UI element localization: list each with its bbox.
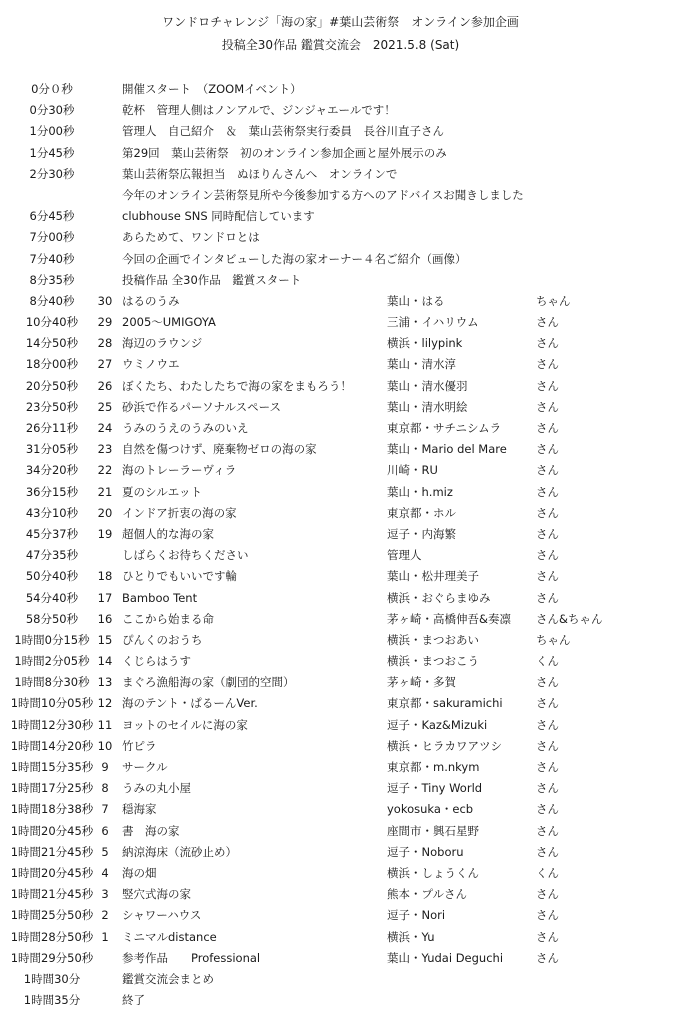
honorific-cell: さん [536, 336, 559, 351]
honorific-cell: さん [536, 421, 559, 435]
honorific-cell: さん [536, 378, 559, 393]
work-title: シャワーハウス [122, 908, 202, 923]
author-cell: 葉山・清水明絵 [387, 399, 468, 414]
work-title: 海の畑 [122, 865, 157, 880]
schedule-row [0, 333, 681, 354]
time-cell: 1時間20分45秒 [10, 823, 94, 838]
honorific-cell: さん [536, 675, 559, 690]
schedule-row [0, 545, 681, 566]
honorific-cell: さん [536, 738, 559, 753]
author-cell: 東京都・サチニシムラ [387, 421, 502, 435]
schedule-row [0, 693, 681, 714]
honorific-cell: さん [536, 442, 559, 457]
schedule-row [0, 143, 681, 164]
schedule-row [0, 121, 681, 142]
author-cell: 逗子・Kaz&Mizuki [387, 717, 488, 732]
work-title: しばらくお待ちください [122, 548, 249, 563]
honorific-cell: さん [536, 696, 559, 711]
schedule-row [0, 482, 681, 503]
honorific-cell: さん [536, 548, 559, 563]
work-title: 第29回 葉山芸術祭 初のオンライン参加企画と屋外展示のみ [122, 145, 447, 160]
time-cell: 1時間21分45秒 [10, 844, 94, 859]
honorific-cell: さん [536, 315, 559, 330]
author-cell: 東京都・ホル [387, 505, 456, 520]
work-title: 管理人 自己紹介 ＆ 葉山芸術祭実行委員 長谷川直子さん [122, 124, 444, 139]
time-cell: 26分11秒 [25, 421, 79, 435]
entry-number: 15 [97, 632, 113, 647]
work-title: clubhouse SNS 同時配信しています [122, 209, 315, 224]
schedule-row [0, 884, 681, 905]
schedule-row [0, 206, 681, 227]
time-cell: 2分30秒 [29, 166, 75, 181]
schedule-row [0, 227, 681, 248]
entry-number: 8 [101, 781, 109, 796]
entry-number: 19 [97, 526, 113, 541]
author-cell: 葉山・Yudai Deguchi [387, 950, 504, 965]
author-cell: 東京都・m.nkym [387, 760, 480, 774]
entry-number: 3 [101, 887, 109, 902]
entry-number: 1 [101, 929, 109, 944]
author-cell: 横浜・Yu [387, 929, 435, 944]
schedule-row [0, 100, 681, 121]
work-title: 納涼海床（流砂止め） [122, 844, 237, 859]
time-cell: 36分15秒 [25, 484, 79, 499]
time-cell: 8分40秒 [29, 293, 75, 308]
time-cell: 1時間25分50秒 [10, 908, 94, 923]
schedule-row [0, 566, 681, 587]
work-title: ひとりでもいいです輪 [122, 569, 237, 584]
time-cell: 23分50秒 [25, 399, 79, 414]
author-cell: 管理人 [387, 548, 422, 563]
entry-number: 13 [97, 675, 113, 690]
entry-number: 9 [101, 760, 109, 774]
schedule-row [0, 291, 681, 312]
schedule-row [0, 672, 681, 693]
schedule-row [0, 715, 681, 736]
time-cell: 1分45秒 [29, 145, 75, 160]
entry-number: 27 [97, 357, 113, 372]
honorific-cell: さん [536, 781, 559, 796]
honorific-cell: さん [536, 823, 559, 838]
honorific-cell: さん&ちゃん [536, 611, 603, 626]
document-title: ワンドロチャレンジ「海の家」#葉山芸術祭 オンライン参加企画 [162, 15, 519, 29]
time-cell: 54分40秒 [25, 590, 79, 605]
entry-number: 10 [97, 738, 113, 753]
work-title: 投稿作品 全30作品 鑑賞スタート [122, 272, 302, 287]
work-title: くじらはうす [122, 654, 191, 669]
time-cell: 45分37秒 [25, 526, 79, 541]
entry-number: 22 [97, 463, 113, 478]
schedule-row [0, 905, 681, 926]
honorific-cell: さん [536, 950, 559, 965]
schedule-row [0, 799, 681, 820]
time-cell: 1時間10分05秒 [10, 696, 94, 711]
time-cell: 34分20秒 [25, 463, 79, 478]
time-cell: 58分50秒 [25, 611, 79, 626]
work-title: ウミノウエ [122, 357, 180, 372]
time-cell: 43分10秒 [25, 505, 79, 520]
author-cell: 熊本・プルさん [387, 887, 468, 902]
work-title: 今年のオンライン芸術祭見所や今後参加する方へのアドバイスお聞きしました [122, 187, 524, 202]
time-cell: 1時間2分05秒 [14, 654, 90, 669]
work-title: 自然を傷つけず、廃棄物ゼロの海の家 [122, 442, 317, 457]
schedule-row [0, 439, 681, 460]
entry-number: 14 [97, 654, 113, 669]
schedule-row [0, 927, 681, 948]
entry-number: 17 [97, 590, 113, 605]
honorific-cell: さん [536, 484, 559, 499]
honorific-cell: ちゃん [536, 293, 571, 308]
time-cell: 31分05秒 [25, 442, 79, 457]
work-title: うみの丸小屋 [122, 781, 191, 796]
work-title: 乾杯 管理人側はノンアルで、ジンジャエールです！ [122, 103, 396, 118]
work-title: 砂浜で作るパーソナルスペース [122, 399, 282, 414]
entry-number: 7 [101, 802, 109, 817]
work-title: 今回の企画でインタビューした海の家オーナー４名ご紹介（画像） [122, 251, 467, 266]
time-cell: 1時間30分 [23, 971, 81, 986]
time-cell: 1時間20分45秒 [10, 865, 94, 880]
schedule-row [0, 948, 681, 969]
entry-number: 29 [97, 315, 113, 330]
time-cell: 0分30秒 [29, 103, 75, 118]
entry-number: 4 [101, 865, 109, 880]
author-cell: 逗子・Noboru [387, 844, 464, 859]
entry-number: 2 [101, 908, 109, 923]
time-cell: 6分45秒 [29, 209, 75, 224]
author-cell: 逗子・Tiny World [387, 781, 483, 796]
honorific-cell: さん [536, 717, 559, 732]
time-cell: 1時間17分25秒 [10, 781, 94, 796]
schedule-row [0, 270, 681, 291]
entry-number: 23 [97, 442, 113, 457]
entry-number: 25 [97, 399, 113, 414]
time-cell: 1時間14分20秒 [10, 738, 94, 753]
author-cell: 川崎・RU [387, 463, 438, 478]
work-title: ぼくたち、わたしたちで海の家をまもろう！ [122, 378, 352, 393]
honorific-cell: ちゃん [536, 632, 571, 647]
schedule-row [0, 397, 681, 418]
honorific-cell: くん [536, 654, 559, 669]
entry-number: 26 [97, 378, 113, 393]
time-cell: 1時間21分45秒 [10, 887, 94, 902]
author-cell: 葉山・清水優羽 [387, 378, 468, 393]
document-subtitle: 投稿全30作品 鑑賞交流会 2021.5.8 (Sat) [221, 38, 460, 52]
honorific-cell: さん [536, 590, 559, 605]
work-title: ヨットのセイルに海の家 [122, 717, 248, 732]
schedule-row [0, 630, 681, 651]
author-cell: 葉山・はる [387, 293, 445, 308]
schedule-row [0, 524, 681, 545]
author-cell: yokosuka・ecb [387, 802, 474, 817]
schedule-row [0, 249, 681, 270]
author-cell: 座間市・興石星野 [387, 823, 479, 838]
schedule-row [0, 842, 681, 863]
honorific-cell: さん [536, 357, 559, 372]
honorific-cell: さん [536, 505, 559, 520]
honorific-cell: さん [536, 399, 559, 414]
work-title: サークル [122, 760, 168, 774]
time-cell: 20分50秒 [25, 378, 79, 393]
time-cell: 7分00秒 [29, 230, 75, 245]
schedule-row [0, 736, 681, 757]
work-title: 参考作品 Professional [122, 950, 261, 965]
schedule-row [0, 354, 681, 375]
schedule-row [0, 651, 681, 672]
author-cell: 東京都・sakuramichi [387, 696, 503, 711]
honorific-cell: さん [536, 802, 559, 817]
work-title: あらためて、ワンドロとは [122, 230, 260, 245]
time-cell: 14分50秒 [25, 336, 79, 351]
author-cell: 三浦・イハリウム [387, 315, 479, 330]
work-title: 海のテント・ぱるーんVer. [122, 696, 258, 711]
work-title: 海のトレーラーヴィラ [122, 463, 237, 478]
time-cell: 18分00秒 [25, 357, 79, 372]
work-title: うみのうえのうみのいえ [122, 421, 249, 435]
schedule-row [0, 460, 681, 481]
time-cell: 7分40秒 [29, 251, 75, 266]
author-cell: 葉山・清水淳 [387, 357, 456, 372]
schedule-row [0, 503, 681, 524]
author-cell: 横浜・おぐらまゆみ [387, 590, 491, 605]
honorific-cell: さん [536, 844, 559, 859]
schedule-row [0, 757, 681, 778]
time-cell: 10分40秒 [25, 315, 79, 330]
work-title: 夏のシルエット [122, 484, 202, 499]
schedule-row [0, 990, 681, 1011]
author-cell: 葉山・松井理美子 [387, 569, 479, 584]
author-cell: 横浜・lilypink [387, 336, 463, 351]
entry-number: 12 [97, 696, 113, 711]
author-cell: 逗子・内海繁 [387, 526, 456, 541]
time-cell: 1時間12分30秒 [10, 717, 94, 732]
author-cell: 逗子・Nori [387, 908, 446, 923]
author-cell: 葉山・Mario del Mare [387, 442, 507, 457]
schedule-row [0, 588, 681, 609]
author-cell: 茅ヶ崎・多賀 [387, 675, 456, 690]
work-title: 穏海家 [122, 802, 157, 817]
schedule-row [0, 79, 681, 100]
author-cell: 横浜・しょうくん [387, 865, 479, 880]
schedule-row [0, 185, 681, 206]
schedule-list [0, 79, 681, 1011]
entry-number: 21 [97, 484, 113, 499]
work-title: 海辺のラウンジ [122, 336, 203, 351]
author-cell: 茅ヶ崎・高橋伸吾&奏凛 [387, 611, 511, 626]
time-cell: 1時間28分50秒 [10, 929, 94, 944]
honorific-cell: くん [536, 865, 559, 880]
time-cell: 1時間8分30秒 [14, 675, 90, 690]
entry-number: 16 [97, 611, 113, 626]
honorific-cell: さん [536, 929, 559, 944]
time-cell: 1時間15分35秒 [10, 760, 94, 774]
time-cell: 1時間0分15秒 [14, 632, 90, 647]
author-cell: 横浜・まつおこう [387, 654, 479, 669]
schedule-row [0, 164, 681, 185]
work-title: 竪穴式海の家 [122, 887, 191, 902]
work-title: インドア折衷の海の家 [122, 505, 237, 520]
entry-number: 24 [97, 421, 113, 435]
honorific-cell: さん [536, 569, 559, 584]
honorific-cell: さん [536, 908, 559, 923]
entry-number: 6 [101, 823, 109, 838]
work-title: Bamboo Tent [122, 590, 198, 605]
schedule-row [0, 821, 681, 842]
author-cell: 横浜・ヒラカワアツシ [387, 738, 502, 753]
work-title: 葉山芸術祭広報担当 ぬほりんさんへ オンラインで [122, 166, 398, 181]
entry-number: 11 [97, 717, 113, 732]
entry-number: 30 [97, 293, 113, 308]
work-title: ここから始まる命 [122, 611, 214, 626]
schedule-row [0, 778, 681, 799]
work-title: 超個人的な海の家 [122, 526, 214, 541]
work-title: 開催スタート （ZOOMイベント） [122, 82, 302, 96]
time-cell: 0分０秒 [31, 82, 73, 96]
work-title: 竹ピラ [122, 738, 157, 753]
time-cell: 1分00秒 [29, 124, 75, 139]
entry-number: 20 [97, 505, 113, 520]
work-title: ぴんくのおうち [122, 632, 203, 647]
time-cell: 50分40秒 [25, 569, 79, 584]
entry-number: 28 [97, 336, 113, 351]
work-title: ミニマルdistance [122, 929, 217, 944]
work-title: 鑑賞交流会まとめ [122, 971, 214, 986]
honorific-cell: さん [536, 526, 559, 541]
author-cell: 横浜・まつおあい [387, 632, 479, 647]
time-cell: 8分35秒 [29, 272, 75, 287]
schedule-row [0, 969, 681, 990]
honorific-cell: さん [536, 887, 559, 902]
schedule-row [0, 863, 681, 884]
time-cell: 1時間29分50秒 [10, 950, 94, 965]
work-title: まぐろ漁船海の家（劇団的空間） [122, 675, 295, 690]
work-title: はるのうみ [122, 293, 180, 308]
schedule-row [0, 312, 681, 333]
time-cell: 1時間35分 [23, 993, 81, 1008]
work-title: 書 海の家 [122, 823, 180, 838]
time-cell: 1時間18分38秒 [10, 802, 94, 817]
schedule-row [0, 609, 681, 630]
schedule-row [0, 376, 681, 397]
time-cell: 47分35秒 [25, 548, 79, 563]
work-title: 終了 [122, 993, 145, 1008]
author-cell: 葉山・h.miz [387, 484, 453, 499]
entry-number: 5 [101, 844, 109, 859]
schedule-row [0, 418, 681, 439]
entry-number: 18 [97, 569, 113, 584]
honorific-cell: さん [536, 760, 559, 774]
work-title: 2005〜UMIGOYA [122, 315, 216, 330]
honorific-cell: さん [536, 463, 559, 478]
